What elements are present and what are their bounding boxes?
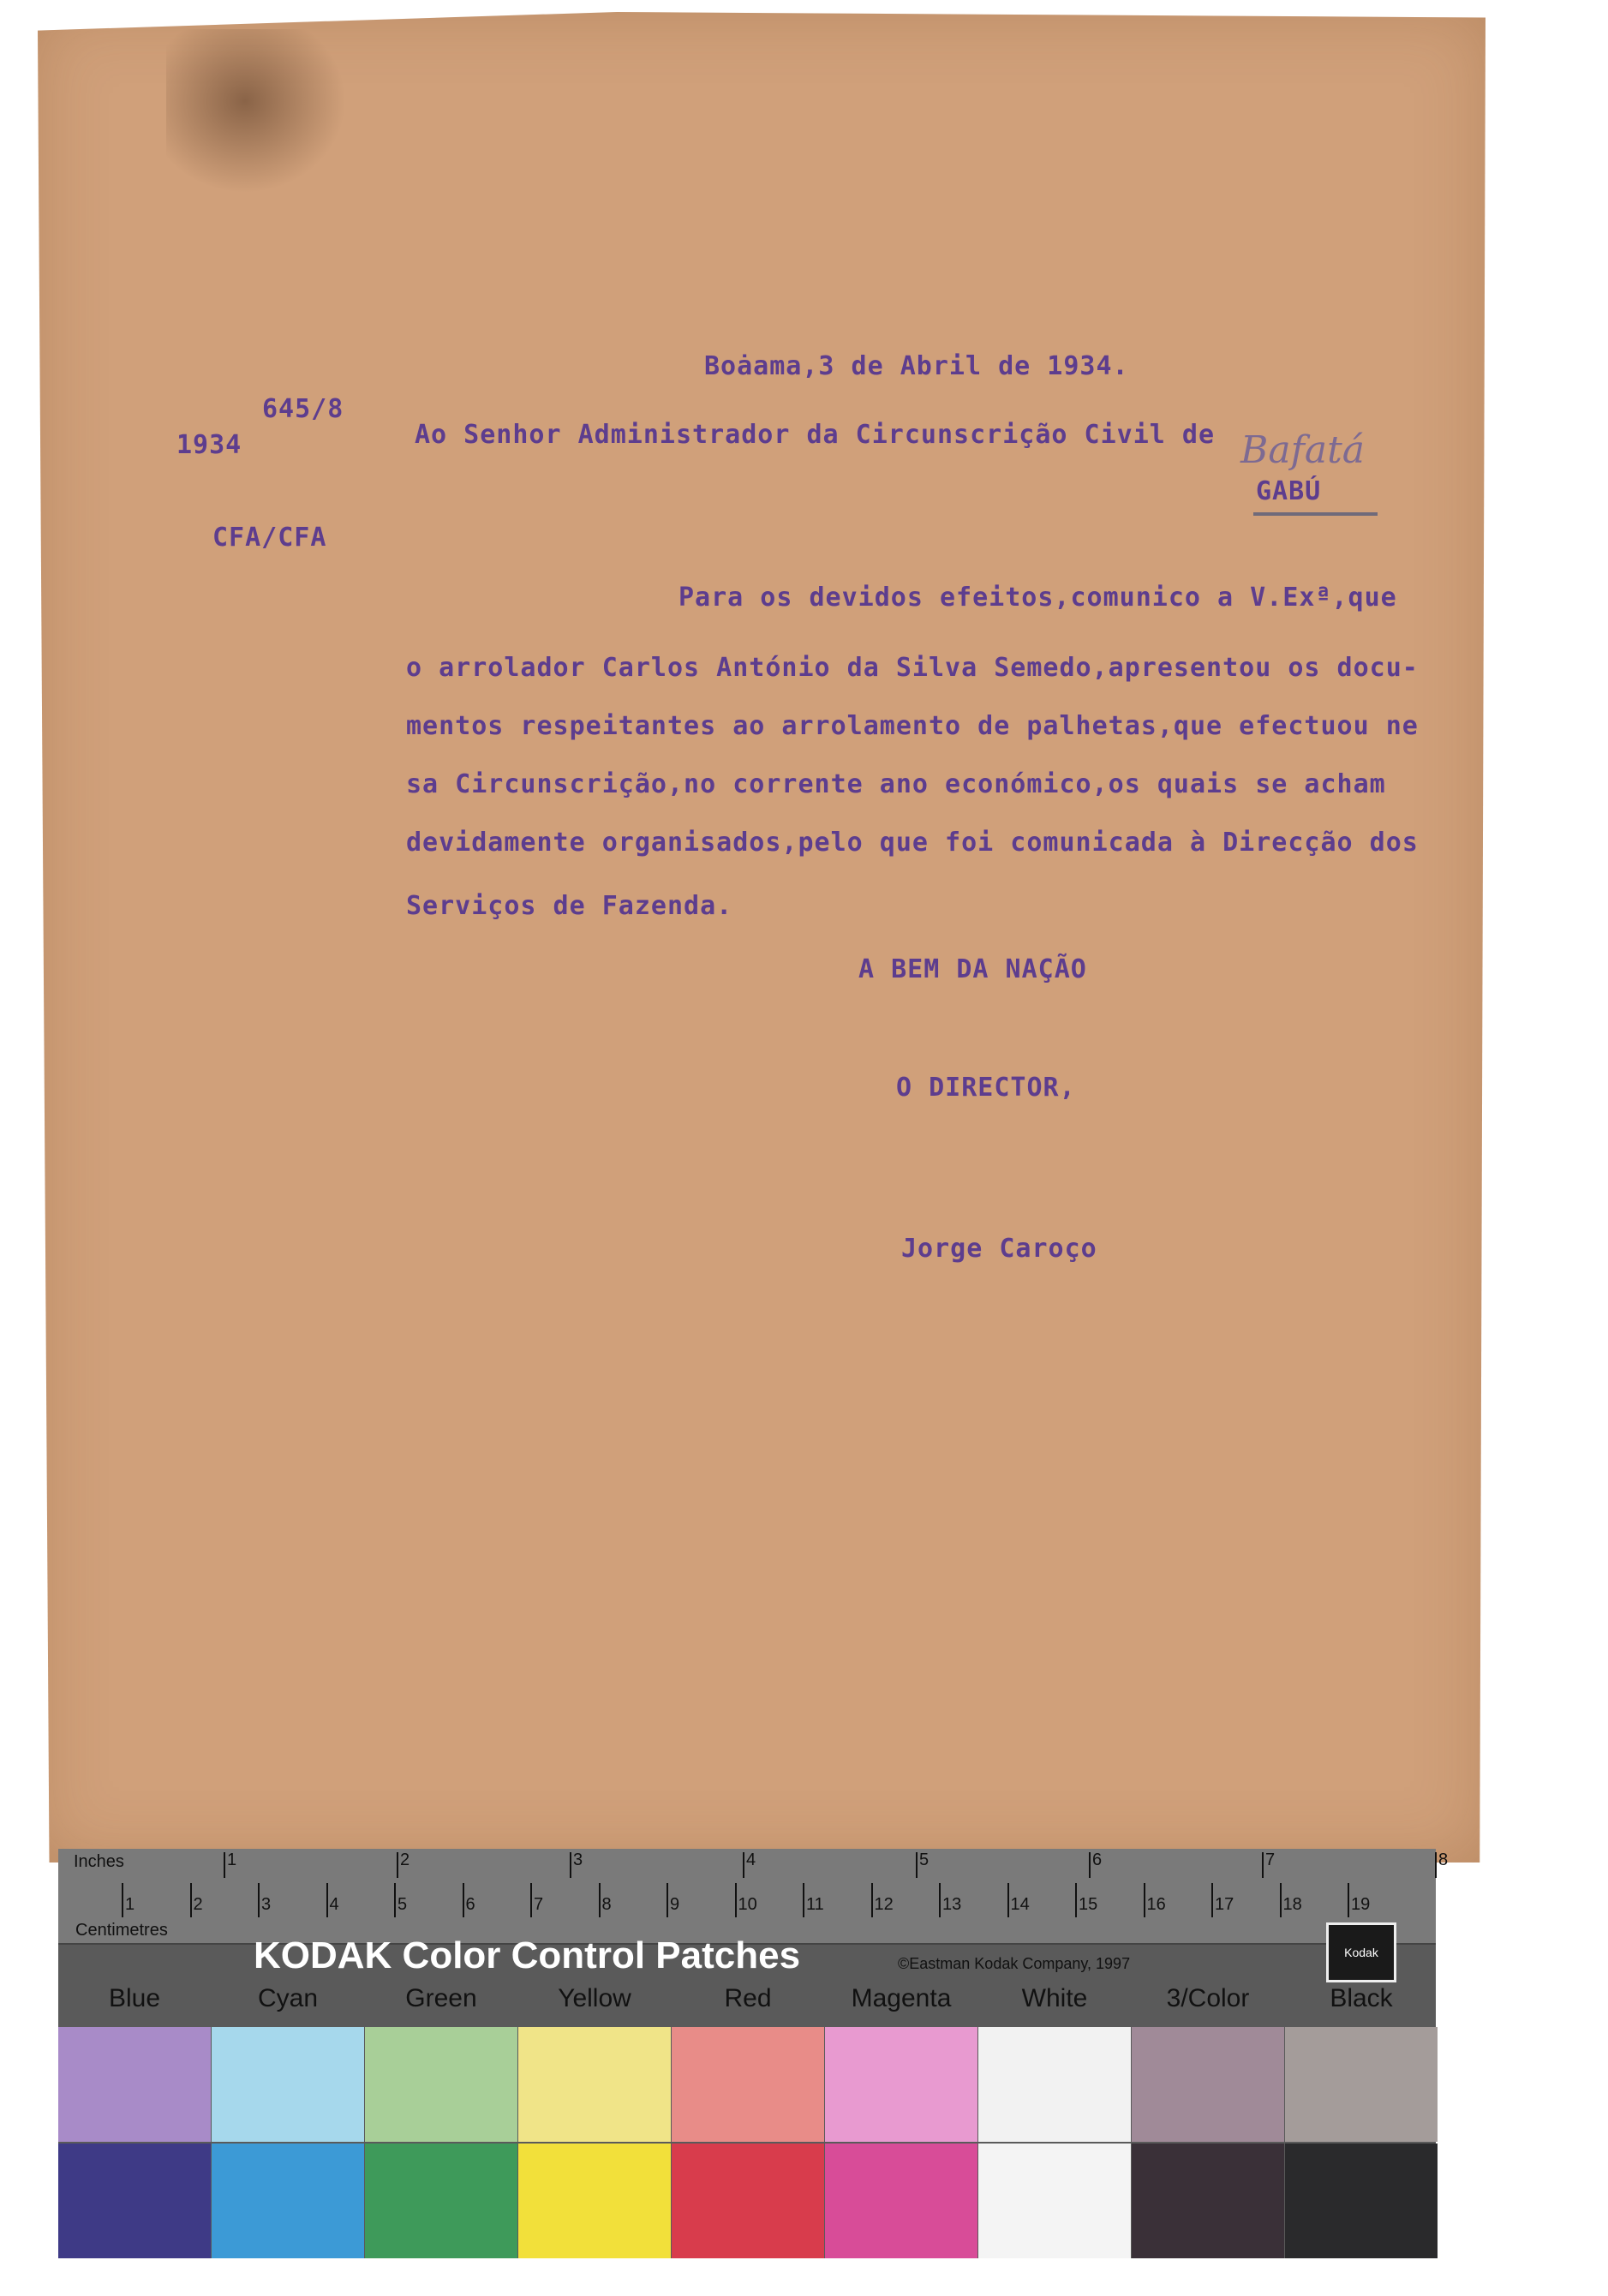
cm-tick: [1348, 1883, 1349, 1917]
inch-tick: [397, 1852, 398, 1878]
inch-number: 4: [746, 1851, 756, 1869]
ruler: [58, 1849, 1449, 1945]
cm-tick: [1280, 1883, 1282, 1917]
patch-label: 3/Color: [1166, 1984, 1250, 2012]
inch-number: 1: [227, 1851, 237, 1869]
inch-tick: [916, 1852, 918, 1878]
color-patch-light: [825, 2027, 977, 2142]
cm-number: 2: [193, 1895, 203, 1914]
kodak-color-target: [58, 1849, 1449, 2258]
cm-number: 14: [1010, 1895, 1030, 1914]
cm-number: 19: [1351, 1895, 1371, 1914]
cm-tick: [258, 1883, 260, 1917]
color-patch-light: [672, 2027, 824, 2142]
typed-place: GABÚ: [1256, 476, 1322, 506]
color-patch-dark: [212, 2144, 364, 2258]
cm-tick: [394, 1883, 396, 1917]
inch-tick: [224, 1852, 225, 1878]
addressee-line: Ao Senhor Administrador da Circunscrição Civil de: [415, 420, 1216, 450]
body-line: devidamente organisados,pelo que foi comunicada à Direcção dos: [406, 828, 1419, 858]
inch-tick: [1262, 1852, 1264, 1878]
kodak-copyright: ©Eastman Kodak Company, 1997: [898, 1955, 1131, 1972]
cm-number: 10: [738, 1895, 757, 1914]
color-patch-dark: [518, 2144, 671, 2258]
color-patch-light: [58, 2027, 211, 2142]
patch-label: Green: [405, 1984, 477, 2012]
cm-number: 17: [1215, 1895, 1234, 1914]
color-patch-light: [1285, 2027, 1438, 2142]
patch-label: Blue: [108, 1984, 161, 2012]
cm-tick: [667, 1883, 668, 1917]
cm-tick: [1144, 1883, 1145, 1917]
cm-tick: [122, 1883, 123, 1917]
handwritten-place: Bafatá: [1240, 428, 1365, 472]
inch-number: 5: [919, 1851, 930, 1869]
color-patch-light: [212, 2027, 364, 2142]
color-patch-dark: [825, 2144, 977, 2258]
date-line: Boȧama,3 de Abril de 1934.: [704, 351, 1129, 381]
color-patch-light: [518, 2027, 671, 2142]
document-sheet: [38, 12, 1485, 1863]
cm-tick: [1007, 1883, 1009, 1917]
body-line: sa Circunscrição,no corrente ano económico,os quais se acham: [406, 769, 1386, 799]
cm-tick: [1075, 1883, 1077, 1917]
inch-tick: [570, 1852, 571, 1878]
signatory-title: O DIRECTOR,: [896, 1073, 1076, 1103]
inch-number: 6: [1092, 1851, 1103, 1869]
cm-tick: [735, 1883, 737, 1917]
cm-number: 13: [942, 1895, 962, 1914]
patch-label: Magenta: [851, 1984, 952, 2012]
cm-tick: [190, 1883, 192, 1917]
color-patch-dark: [978, 2144, 1131, 2258]
kodak-logo: Kodak: [1326, 1922, 1396, 1982]
inch-tick: [743, 1852, 744, 1878]
inch-tick: [1435, 1852, 1437, 1878]
patch-label: Black: [1330, 1984, 1393, 2012]
cm-number: 1: [125, 1895, 135, 1914]
cm-tick: [939, 1883, 941, 1917]
cm-tick: [530, 1883, 532, 1917]
cm-tick: [1211, 1883, 1213, 1917]
cm-tick: [599, 1883, 601, 1917]
place-underline: [1253, 512, 1378, 516]
color-patch-light: [1132, 2027, 1284, 2142]
color-patch-dark: [1285, 2144, 1438, 2258]
cm-number: 6: [465, 1895, 475, 1914]
ruler-inches-label: Inches: [74, 1852, 124, 1871]
color-patch-light: [365, 2027, 517, 2142]
patch-labels: [58, 1984, 1436, 2018]
cm-tick: [326, 1883, 328, 1917]
patch-label: Cyan: [257, 1984, 319, 2012]
color-patches: [58, 2027, 1436, 2258]
cm-number: 15: [1079, 1895, 1098, 1914]
body-line: Para os devidos efeitos,comunico a V.Exª,que: [678, 583, 1397, 613]
color-patch-dark: [672, 2144, 824, 2258]
cm-number: 16: [1146, 1895, 1166, 1914]
color-patch-dark: [365, 2144, 517, 2258]
cm-number: 3: [261, 1895, 272, 1914]
inch-number: 2: [400, 1851, 410, 1869]
cm-number: 5: [398, 1895, 408, 1914]
patch-label: White: [1021, 1984, 1088, 2012]
kodak-title: KODAK Color Control Patches: [254, 1934, 801, 1976]
inch-number: 3: [573, 1851, 583, 1869]
patch-label: Yellow: [558, 1984, 631, 2012]
cm-tick: [803, 1883, 804, 1917]
inch-tick: [1089, 1852, 1091, 1878]
color-patch-dark: [1132, 2144, 1284, 2258]
cm-number: 9: [670, 1895, 680, 1914]
inch-number: 7: [1265, 1851, 1276, 1869]
cm-tick: [871, 1883, 873, 1917]
color-patch-dark: [58, 2144, 211, 2258]
reference-number: 645/8: [262, 394, 344, 424]
cm-number: 4: [329, 1895, 339, 1914]
closing-salutation: A BEM DA NAÇÃO: [858, 954, 1087, 984]
cm-tick: [463, 1883, 464, 1917]
initials: CFA/CFA: [212, 523, 327, 553]
body-line: mentos respeitantes ao arrolamento de palhetas,que efectuou ne: [406, 711, 1419, 741]
patch-label: Red: [724, 1984, 772, 2012]
body-line: Serviços de Fazenda.: [406, 891, 733, 921]
cm-number: 11: [806, 1895, 824, 1914]
cm-number: 7: [534, 1895, 544, 1914]
body-line: o arrolador Carlos António da Silva Semedo,apresentou os docu-: [406, 653, 1419, 683]
ruler-cm-label: Centimetres: [75, 1921, 168, 1940]
inch-number: 8: [1438, 1851, 1449, 1869]
signatory-name: Jorge Caroço: [901, 1234, 1097, 1264]
cm-number: 18: [1282, 1895, 1302, 1914]
ink-stain: [166, 29, 363, 209]
color-patch-light: [978, 2027, 1131, 2142]
cm-number: 12: [874, 1895, 894, 1914]
reference-year: 1934: [176, 430, 242, 460]
cm-number: 8: [601, 1895, 612, 1914]
